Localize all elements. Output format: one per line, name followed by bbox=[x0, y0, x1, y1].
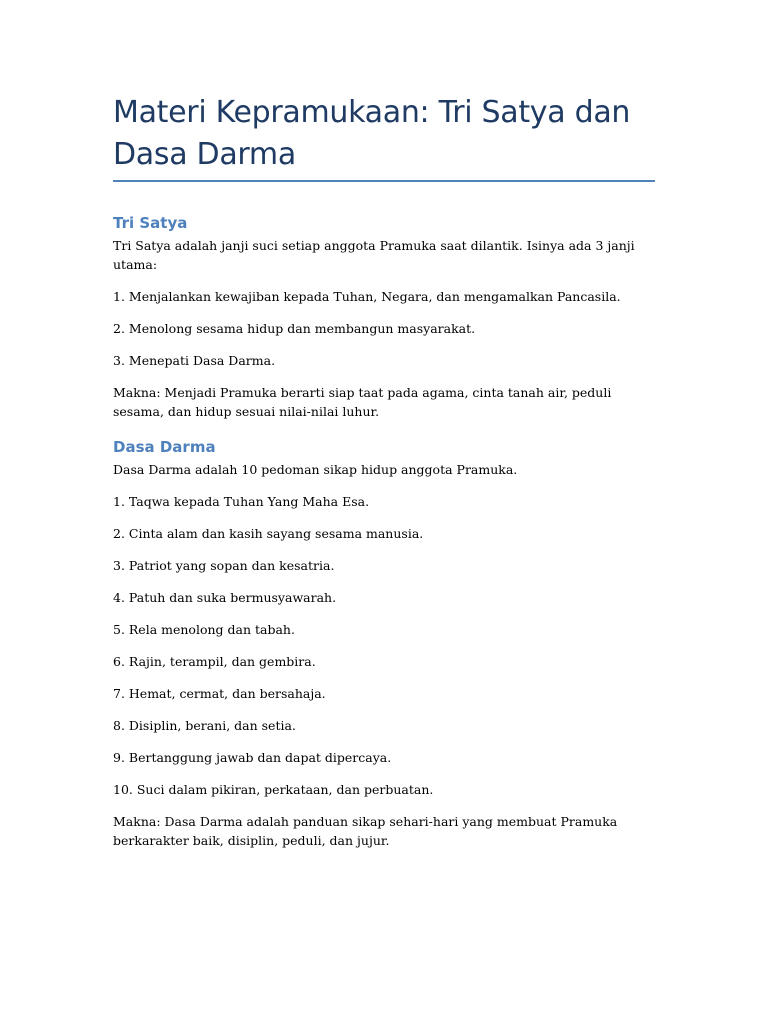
list-item: 3. Menepati Dasa Darma. bbox=[113, 353, 276, 368]
section-dasa-darma bbox=[113, 436, 655, 850]
section-tri-satya bbox=[113, 212, 655, 421]
section-makna: Makna: Menjadi Pramuka berarti siap taat pada agama, cinta tanah air, peduli sesama, dan hidup sesuai nilai-nilai luhur. bbox=[113, 385, 612, 419]
document-title: Materi Kepramukaan: Tri Satya dan Dasa Darma bbox=[113, 95, 631, 172]
list-item: 4. Patuh dan suka bermusyawarah. bbox=[113, 590, 337, 605]
list-item: 2. Cinta alam dan kasih sayang sesama manusia. bbox=[113, 526, 424, 541]
title-underline-rule bbox=[113, 180, 655, 182]
list-item: 6. Rajin, terampil, dan gembira. bbox=[113, 654, 316, 669]
list-item: 1. Taqwa kepada Tuhan Yang Maha Esa. bbox=[113, 494, 370, 509]
section-heading: Dasa Darma bbox=[113, 438, 216, 456]
section-intro: Dasa Darma adalah 10 pedoman sikap hidup anggota Pramuka. bbox=[113, 462, 518, 477]
list-item: 10. Suci dalam pikiran, perkataan, dan perbuatan. bbox=[113, 782, 434, 797]
section-intro: Tri Satya adalah janji suci setiap anggota Pramuka saat dilantik. Isinya ada 3 janji utama: bbox=[113, 238, 635, 272]
list-item: 5. Rela menolong dan tabah. bbox=[113, 622, 295, 637]
list-item: 2. Menolong sesama hidup dan membangun masyarakat. bbox=[113, 321, 476, 336]
list-item: 3. Patriot yang sopan dan kesatria. bbox=[113, 558, 335, 573]
list-item: 1. Menjalankan kewajiban kepada Tuhan, Negara, dan mengamalkan Pancasila. bbox=[113, 289, 621, 304]
list-item: 8. Disiplin, berani, dan setia. bbox=[113, 718, 296, 733]
list-item: 9. Bertanggung jawab dan dapat dipercaya. bbox=[113, 750, 392, 765]
section-makna: Makna: Dasa Darma adalah panduan sikap sehari-hari yang membuat Pramuka berkarakter baik, disiplin, peduli, dan jujur. bbox=[113, 814, 618, 848]
list-item: 7. Hemat, cermat, dan bersahaja. bbox=[113, 686, 326, 701]
section-heading: Tri Satya bbox=[113, 214, 188, 232]
